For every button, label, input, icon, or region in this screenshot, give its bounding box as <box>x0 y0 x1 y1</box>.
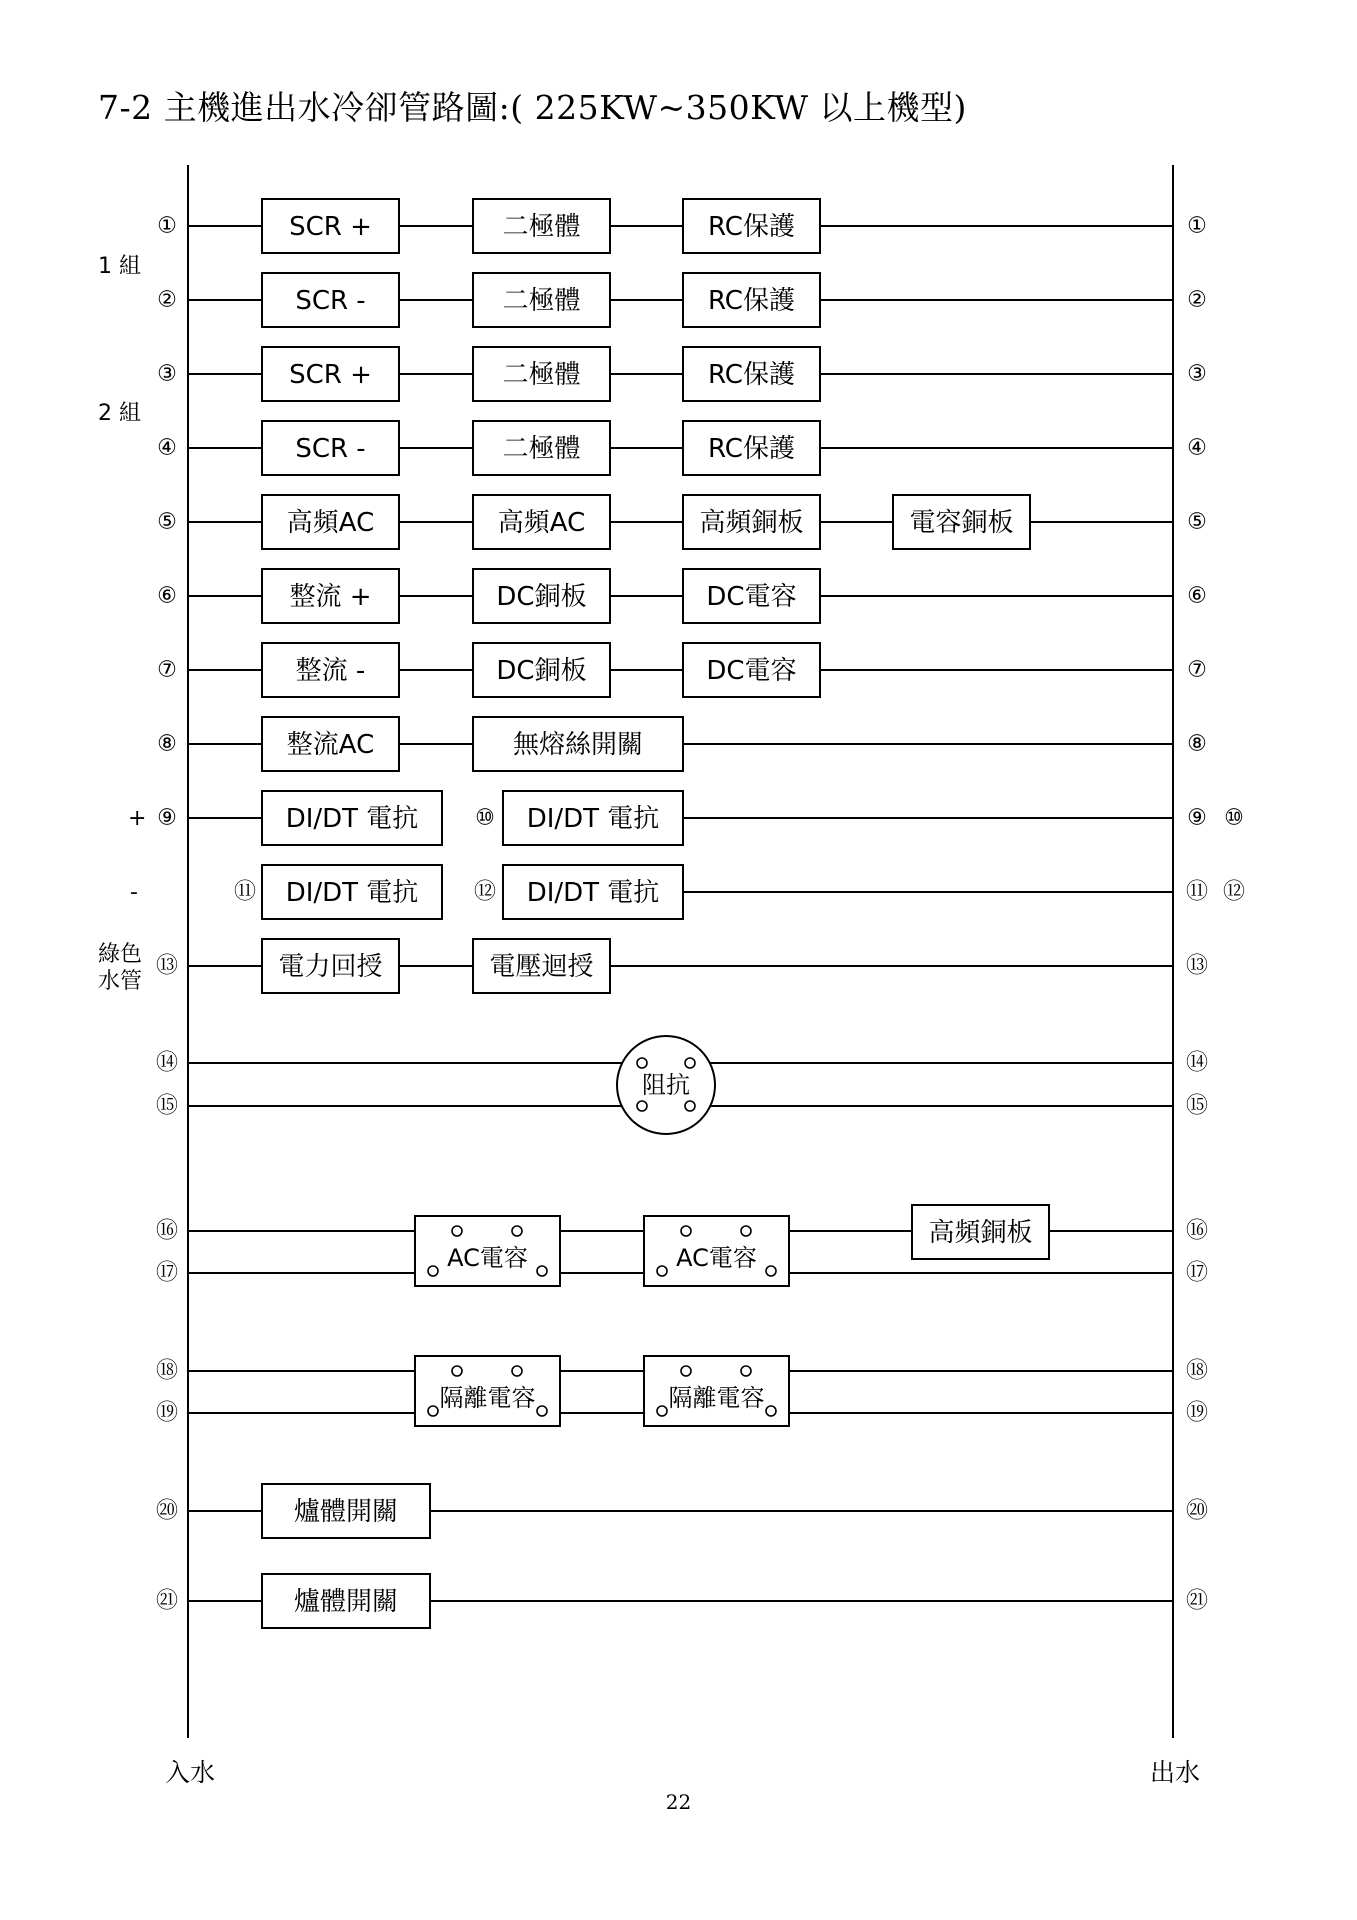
cap-port <box>428 1406 438 1416</box>
left-marker-18: ⑱ <box>155 1358 179 1384</box>
page-number: 22 <box>665 1790 692 1814</box>
impedance-port <box>685 1058 695 1068</box>
left-marker-16: ⑯ <box>155 1218 179 1244</box>
left-marker-3: ③ <box>157 361 177 387</box>
cap-port <box>512 1366 522 1376</box>
mid-marker-12: ⑫ <box>473 879 497 905</box>
component-box-row6-2-label: DC銅板 <box>496 582 587 612</box>
component-box-row5-4-label: 電容銅板 <box>909 508 1014 538</box>
right-marker-18: ⑱ <box>1185 1358 1209 1384</box>
cap-port <box>657 1266 667 1276</box>
right-marker-16: ⑯ <box>1185 1218 1209 1244</box>
impedance-port <box>685 1101 695 1111</box>
component-box-row4-2-label: 二極體 <box>502 434 581 464</box>
cap-port <box>512 1226 522 1236</box>
component-box-row6-1-label: 整流 + <box>289 582 372 612</box>
impedance-port <box>637 1058 647 1068</box>
component-box-row11-2-label: 電壓迴授 <box>489 952 594 982</box>
right-marker-10: ⑩ <box>1224 805 1244 831</box>
component-box-row2-3-label: RC保護 <box>708 286 795 316</box>
ac-capacitor-label: AC電容 <box>447 1244 528 1272</box>
left-marker-15: ⑮ <box>155 1093 179 1119</box>
left-marker-19: ⑲ <box>155 1400 179 1426</box>
left-marker-21: ㉑ <box>155 1588 179 1614</box>
right-marker-3: ③ <box>1187 361 1207 387</box>
component-box-row2-1-label: SCR - <box>295 286 366 316</box>
component-box-row3-1-label: SCR + <box>289 360 372 390</box>
cap-port <box>452 1226 462 1236</box>
left-marker-1: ① <box>157 213 177 239</box>
right-marker-11: ⑪ <box>1185 879 1209 905</box>
green-pipe-label-line2: 水管 <box>98 969 143 994</box>
hf-copper-plate-box-label: 高頻銅板 <box>928 1218 1033 1248</box>
cap-port <box>428 1266 438 1276</box>
cap-port <box>741 1366 751 1376</box>
right-marker-12: ⑫ <box>1222 879 1246 905</box>
right-marker-15: ⑮ <box>1185 1093 1209 1119</box>
left-marker-4: ④ <box>157 435 177 461</box>
right-marker-5: ⑤ <box>1187 509 1207 535</box>
component-box-row11-1-label: 電力回授 <box>278 952 383 982</box>
right-marker-21: ㉑ <box>1185 1588 1209 1614</box>
component-box-row4-3-label: RC保護 <box>708 434 795 464</box>
left-marker-17: ⑰ <box>155 1260 179 1286</box>
component-box-row5-1-label: 高頻AC <box>286 508 375 538</box>
left-marker-9: ⑨ <box>157 805 177 831</box>
furnace-switch-box-label: 爐體開關 <box>293 1497 399 1527</box>
component-box-row1-3-label: RC保護 <box>708 212 795 242</box>
component-box-row1-1-label: SCR + <box>289 212 372 242</box>
component-box-row2-2-label: 二極體 <box>502 286 581 316</box>
cap-port <box>741 1226 751 1236</box>
component-box-row1-2-label: 二極體 <box>502 212 581 242</box>
left-marker-2: ② <box>157 287 177 313</box>
right-marker-8: ⑧ <box>1187 731 1207 757</box>
left-marker-6: ⑥ <box>157 583 177 609</box>
component-box-row9-1-label: DI/DT 電抗 <box>285 804 419 834</box>
group-1-label: 1 組 <box>98 254 141 279</box>
minus-label: - <box>130 880 138 905</box>
right-marker-19: ⑲ <box>1185 1400 1209 1426</box>
left-marker-8: ⑧ <box>157 731 177 757</box>
right-marker-14: ⑭ <box>1185 1050 1209 1076</box>
left-marker-11: ⑪ <box>233 879 257 905</box>
mid-marker-10: ⑩ <box>475 805 495 831</box>
plus-label: + <box>128 806 147 831</box>
component-box-row6-3-label: DC電容 <box>706 582 797 612</box>
component-box-row8-1-label: 整流AC <box>286 730 375 760</box>
ac-capacitor-label: AC電容 <box>676 1244 757 1272</box>
isolation-capacitor-label: 隔離電容 <box>439 1384 536 1412</box>
right-marker-17: ⑰ <box>1185 1260 1209 1286</box>
cap-port <box>657 1406 667 1416</box>
component-box-row5-2-label: 高頻AC <box>497 508 586 538</box>
right-marker-1: ① <box>1187 213 1207 239</box>
component-box-row4-1-label: SCR - <box>295 434 366 464</box>
cap-port <box>681 1366 691 1376</box>
cap-port <box>537 1406 547 1416</box>
group-2-label: 2 組 <box>98 401 141 426</box>
left-marker-14: ⑭ <box>155 1050 179 1076</box>
cap-port <box>681 1226 691 1236</box>
isolation-capacitor-label: 隔離電容 <box>668 1384 765 1412</box>
cap-port <box>452 1366 462 1376</box>
outlet-label: 出水 <box>1150 1758 1201 1787</box>
impedance-label: 阻抗 <box>642 1071 690 1099</box>
right-marker-6: ⑥ <box>1187 583 1207 609</box>
cap-port <box>766 1406 776 1416</box>
page-title: 7-2 主機進出水冷卻管路圖:( 225KW~350KW 以上機型) <box>98 88 967 127</box>
green-pipe-label-line1: 綠色 <box>98 942 143 967</box>
component-box-row9-2-label: DI/DT 電抗 <box>526 804 660 834</box>
left-marker-13: ⑬ <box>155 953 179 979</box>
component-box-row8-2-label: 無熔絲開關 <box>512 730 644 760</box>
left-marker-7: ⑦ <box>157 657 177 683</box>
right-marker-9: ⑨ <box>1187 805 1207 831</box>
furnace-switch-box-label: 爐體開關 <box>293 1587 399 1617</box>
right-marker-20: ⑳ <box>1185 1498 1209 1524</box>
inlet-label: 入水 <box>165 1758 216 1787</box>
component-box-row10-1-label: DI/DT 電抗 <box>285 878 419 908</box>
component-box-row10-2-label: DI/DT 電抗 <box>526 878 660 908</box>
left-marker-5: ⑤ <box>157 509 177 535</box>
component-box-row3-2-label: 二極體 <box>502 360 581 390</box>
impedance-port <box>637 1101 647 1111</box>
right-marker-4: ④ <box>1187 435 1207 461</box>
component-box-row7-2-label: DC銅板 <box>496 656 587 686</box>
component-box-row7-1-label: 整流 - <box>295 656 366 686</box>
right-marker-2: ② <box>1187 287 1207 313</box>
component-box-row5-3-label: 高頻銅板 <box>699 508 804 538</box>
cap-port <box>537 1266 547 1276</box>
right-marker-7: ⑦ <box>1187 657 1207 683</box>
right-marker-13: ⑬ <box>1185 953 1209 979</box>
left-marker-20: ⑳ <box>155 1498 179 1524</box>
cap-port <box>766 1266 776 1276</box>
component-box-row7-3-label: DC電容 <box>706 656 797 686</box>
component-box-row3-3-label: RC保護 <box>708 360 795 390</box>
